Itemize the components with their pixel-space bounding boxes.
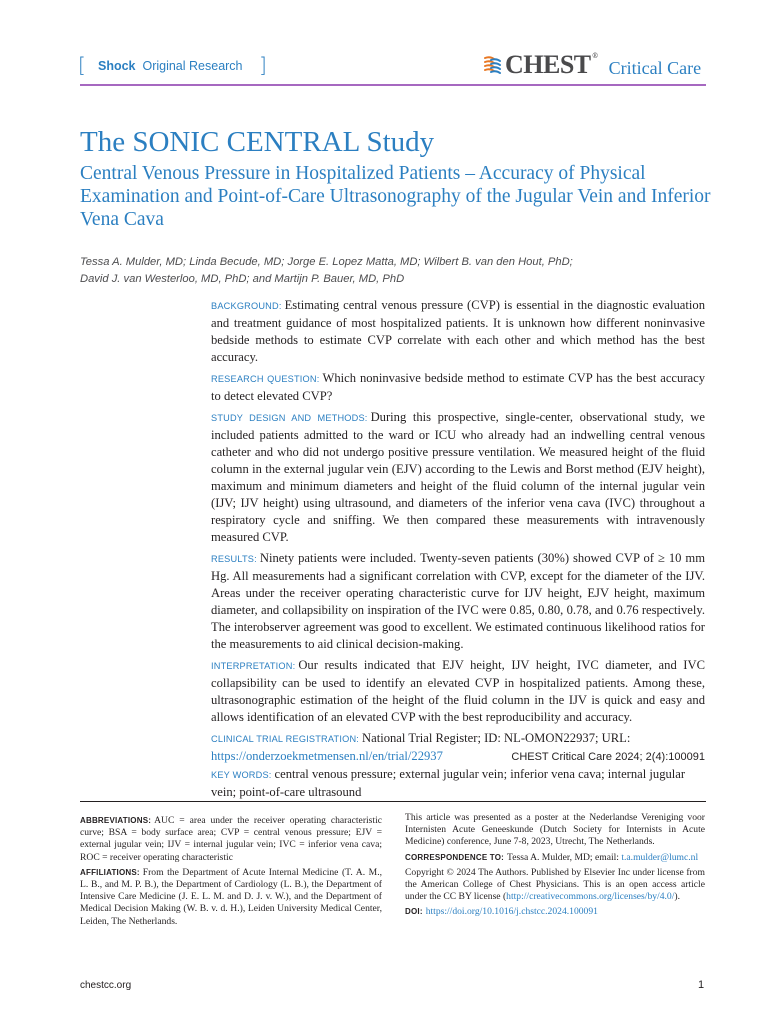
author-list — [80, 254, 680, 288]
section-label: CLINICAL TRIAL REGISTRATION: — [211, 734, 360, 744]
section-text: Which noninvasive bedside method to estimate CVP has the best accuracy to detect elevated CVP? — [211, 371, 705, 403]
article-type: Original Research — [142, 59, 243, 73]
keywords — [211, 766, 705, 801]
section-label: BACKGROUND: — [211, 301, 282, 311]
copyright-text: Copyright © 2024 The Authors. Published by Elsevier Inc under license from the American College of Chest Physicians. This is an open access article under the CC BY license ( — [405, 866, 705, 903]
abstract-methods — [211, 409, 705, 546]
footnote-rule — [80, 801, 706, 802]
header-rule — [80, 84, 706, 86]
section-text: Our results indicated that EJV height, IJV height, IVC diameter, and IVC collapsibility can be used to identify an elevated CVP in hospitalized patients. Among these, ultrasonographic estimation of the height of the fluid column in the IJV is quick and easy and allows identification of an elevated CVP with the best reproducibility and accuracy. — [211, 658, 705, 724]
abstract-background — [211, 297, 705, 366]
right-bracket: ] — [259, 53, 267, 77]
journal-logo — [482, 50, 701, 80]
section-text: Ninety patients were included. Twenty-seven patients (30%) showed CVP of ≥ 10 mm Hg. All measurements had a significant correlation with CVP, except for the diameter of the IJV. Areas under the receiver operating characteristic curve for IJV height, EJV height, maximum diameter, and collapsibility on inspiration of the IVC were 0.85, 0.80, 0.78, and 0.76 respectively. The interobserver agreement was good to excellent. We estimated continuous likelihood ratios for the measurements to aid clinical decision-making. — [211, 551, 705, 651]
abstract-question — [211, 370, 705, 405]
email-link[interactable]: t.a.mulder@lumc.nl — [621, 851, 699, 863]
doi — [405, 906, 705, 918]
section-tag: Shock — [98, 59, 136, 73]
copyright-end: ). — [674, 891, 680, 903]
abstract — [211, 297, 705, 769]
license-link[interactable]: http://creativecommons.org/licenses/by/4.0/ — [506, 891, 675, 903]
article-subtitle: Central Venous Pressure in Hospitalized Patients – Accuracy of Physical Examination and Point-of-Care Ultrasonography of the Jugular Vein and Inferior Vena Cava — [80, 163, 711, 230]
section-text: National Trial Register; ID: NL-OMON22937; URL: — [362, 731, 631, 745]
abstract-interpretation — [211, 657, 705, 726]
author-line: Tessa A. Mulder, MD; Linda Becude, MD; Jorge E. Lopez Matta, MD; Wilbert B. van den Hout, PhD; — [80, 256, 573, 268]
section-label: STUDY DESIGN AND METHODS: — [211, 413, 368, 423]
doi-label: DOI: — [405, 907, 423, 917]
copyright — [405, 867, 705, 904]
section-label: INTERPRETATION: — [211, 661, 296, 671]
article-title: The SONIC CENTRAL Study — [80, 126, 435, 158]
affiliations-label: AFFILIATIONS: — [80, 867, 140, 877]
section-text: During this prospective, single-center, observational study, we included patients admitted to the ward or ICU who already had an indwelling central venous catheter and who did not undergo positive pressure ventilation. We measured height of the fluid column in the external jugular vein (EJV) according to the Lewis and Borst method (EJV height), maximum and minimum diameters and height of the fluid column of the internal jugular vein (IJV; IJV height) using ultrasound, and diameters of the inferior vena cava (IVC) throughout a respiratory cycle and sniffing. We then compared these measurements with intravenously measured CVP. — [211, 410, 705, 544]
journal-name: Critical Care — [608, 57, 702, 78]
logo-wordmark: CHEST — [505, 50, 591, 79]
footnotes-left — [80, 815, 382, 931]
abbreviations-label: ABBREVIATIONS: — [80, 816, 152, 825]
left-bracket: [ — [78, 53, 86, 77]
section-label: RESEARCH QUESTION: — [211, 374, 320, 384]
logo-trademark: ® — [591, 52, 599, 60]
keywords-label: KEY WORDS: — [211, 770, 272, 780]
footnotes-right — [405, 812, 705, 922]
correspondence-label: CORRESPONDENCE TO: — [405, 852, 505, 862]
correspondence — [405, 852, 705, 864]
correspondence-text: Tessa A. Mulder, MD; email: — [507, 851, 622, 863]
abstract-results — [211, 550, 705, 653]
affiliations-text: From the Department of Acute Internal Medicine (T. A. M., L. B., and M. P. B.), the Department of Cardiology (L. B.), the Department of Intensive Care Medicine (J. E. L. M. and D. J. v. W.), and the Department of Medical Decision Making (W. B. v. d. H.), Leiden University Medical Center, Leiden, The Netherlands. — [80, 866, 382, 927]
doi-link[interactable]: https://doi.org/10.1016/j.chstcc.2024.100091 — [425, 906, 598, 918]
affiliations — [80, 867, 382, 928]
keywords-text: central venous pressure; external jugular vein; inferior vena cava; internal jugular vein; point-of-care ultrasound — [211, 767, 686, 799]
journal-citation: CHEST Critical Care 2024; 2(4):100091 — [511, 751, 705, 763]
trial-link[interactable]: https://onderzoekmetmensen.nl/en/trial/22937 — [211, 749, 443, 763]
abbreviations — [80, 815, 382, 864]
abstract-trial — [211, 730, 705, 765]
section-label: RESULTS: — [211, 554, 257, 564]
article-category — [98, 59, 243, 73]
author-line: David J. van Westerloo, MD, PhD; and Martijn P. Bauer, MD, PhD — [80, 273, 405, 285]
chest-lungs-icon — [482, 54, 502, 76]
poster-note: This article was presented as a poster at the Nederlandse Vereniging voor Internisten Acute Geneeskunde (Dutch Society for Internists in Acute Medicine) conference, June 7-8, 2023, Utrecht, The Netherlands. — [405, 812, 705, 848]
page-number: 1 — [698, 979, 705, 991]
abbreviations-text: AUC = area under the receiver operating characteristic curve; BSA = body surface area; CVP = central venous pressure; EJV = external jugular vein; IJV = internal jugular vein; IVC = inferior vena cava; ROC = receiver operating characteristic — [80, 815, 382, 863]
section-text: Estimating central venous pressure (CVP) is essential in the diagnostic evaluation and treatment guidance of most hospitalized patients. It is unknown how different noninvasive bedside methods to estimate CVP correlate with each other and which method has the best accuracy. — [211, 298, 705, 364]
site-url[interactable]: chestcc.org — [80, 980, 132, 991]
